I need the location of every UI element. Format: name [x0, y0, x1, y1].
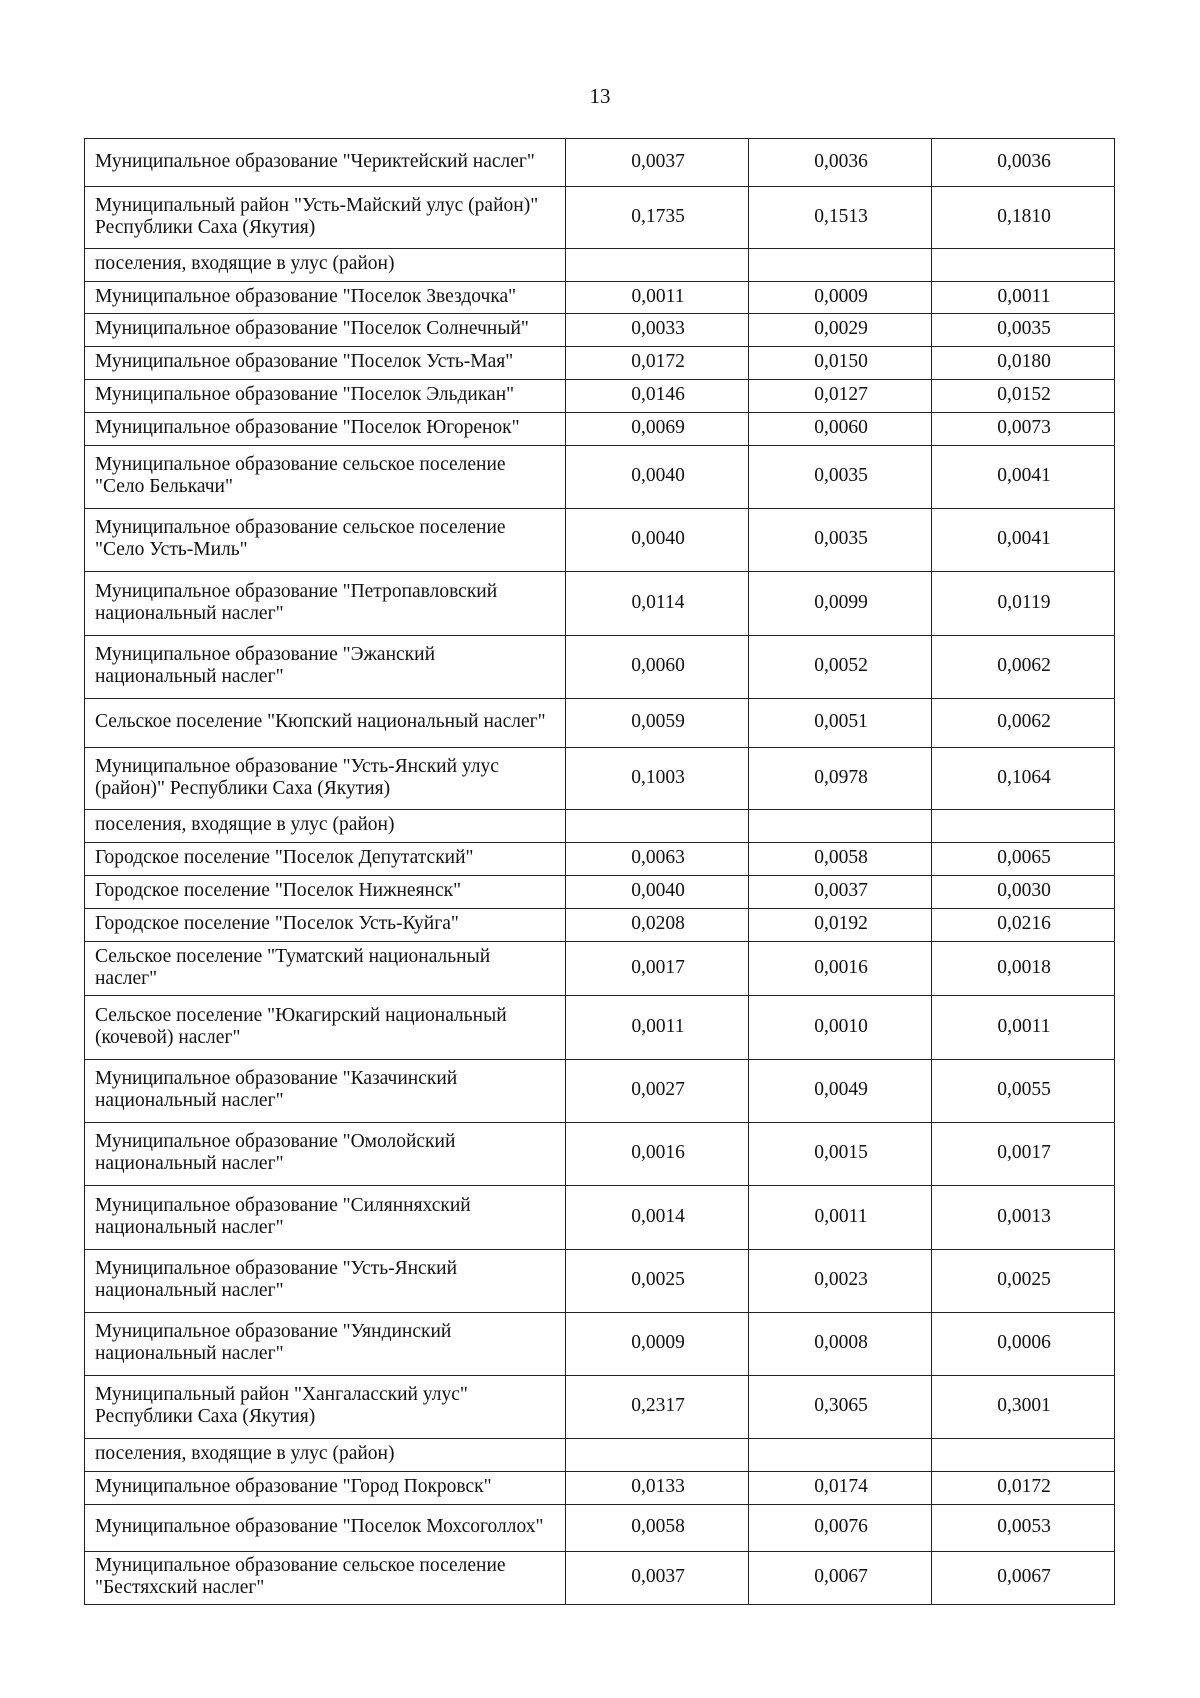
row-name-cell: Муниципальное образование "Поселок Звездочка" — [85, 282, 566, 314]
row-value-1-cell: 0,0069 — [566, 413, 749, 446]
table-row — [85, 1123, 1115, 1186]
row-name-cell: Муниципальное образование "Омолойский национальный наслег" — [85, 1123, 566, 1186]
row-value-2-cell: 0,0127 — [749, 380, 932, 413]
table-row — [85, 413, 1115, 446]
row-value-3-cell: 0,0041 — [932, 509, 1115, 572]
row-value-3-cell: 0,3001 — [932, 1376, 1115, 1439]
row-name-cell: Муниципальное образование "Петропавловский национальный наслег" — [85, 572, 566, 636]
row-value-2-cell: 0,0036 — [749, 139, 932, 187]
row-name-cell: Муниципальное образование "Казачинский национальный наслег" — [85, 1060, 566, 1123]
table-row — [85, 1505, 1115, 1552]
table-row — [85, 282, 1115, 314]
row-value-2-cell: 0,0058 — [749, 843, 932, 876]
table-row — [85, 314, 1115, 347]
row-value-2-cell: 0,0011 — [749, 1186, 932, 1250]
row-value-3-cell — [932, 1439, 1115, 1472]
row-value-2-cell: 0,0035 — [749, 446, 932, 509]
row-name-cell: Муниципальное образование "Эжанский национальный наслег" — [85, 636, 566, 699]
row-value-2-cell — [749, 810, 932, 843]
row-name-cell: Муниципальное образование "Поселок Солнечный" — [85, 314, 566, 347]
table-row — [85, 996, 1115, 1060]
row-value-3-cell: 0,0035 — [932, 314, 1115, 347]
row-name-cell: Муниципальное образование "Поселок Югоренок" — [85, 413, 566, 446]
row-name-cell: Муниципальное образование "Поселок Усть-Мая" — [85, 347, 566, 380]
row-value-1-cell: 0,0027 — [566, 1060, 749, 1123]
row-value-3-cell: 0,0180 — [932, 347, 1115, 380]
table-row — [85, 347, 1115, 380]
row-name-cell: Городское поселение "Поселок Депутатский" — [85, 843, 566, 876]
row-value-1-cell: 0,2317 — [566, 1376, 749, 1439]
row-value-1-cell: 0,0040 — [566, 446, 749, 509]
row-value-1-cell — [566, 1439, 749, 1472]
table-row — [85, 1250, 1115, 1313]
row-value-3-cell: 0,0017 — [932, 1123, 1115, 1186]
table-row — [85, 446, 1115, 509]
row-name-cell: Муниципальное образование "Поселок Мохсоголлох" — [85, 1505, 566, 1552]
table-row — [85, 1060, 1115, 1123]
row-value-3-cell: 0,1064 — [932, 748, 1115, 810]
table-row — [85, 876, 1115, 909]
row-value-2-cell: 0,0150 — [749, 347, 932, 380]
table-row — [85, 572, 1115, 636]
row-name-cell: поселения, входящие в улус (район) — [85, 810, 566, 843]
row-name-cell: Сельское поселение "Кюпский национальный наслег" — [85, 699, 566, 748]
row-value-1-cell: 0,0114 — [566, 572, 749, 636]
row-value-2-cell: 0,0049 — [749, 1060, 932, 1123]
row-value-2-cell: 0,0067 — [749, 1552, 932, 1605]
row-value-1-cell: 0,0059 — [566, 699, 749, 748]
row-value-1-cell: 0,0172 — [566, 347, 749, 380]
row-value-2-cell: 0,0174 — [749, 1472, 932, 1505]
row-value-3-cell: 0,0011 — [932, 282, 1115, 314]
row-value-1-cell: 0,0040 — [566, 509, 749, 572]
row-value-1-cell: 0,0009 — [566, 1313, 749, 1376]
row-value-2-cell: 0,0015 — [749, 1123, 932, 1186]
table-row — [85, 1376, 1115, 1439]
row-name-cell: Городское поселение "Поселок Нижнеянск" — [85, 876, 566, 909]
table-row — [85, 1552, 1115, 1605]
row-name-cell: Муниципальное образование "Поселок Эльдикан" — [85, 380, 566, 413]
table-row — [85, 380, 1115, 413]
row-name-cell: Муниципальное образование "Уяндинский национальный наслег" — [85, 1313, 566, 1376]
row-value-2-cell: 0,0051 — [749, 699, 932, 748]
table-row — [85, 810, 1115, 843]
row-name-cell: Муниципальное образование "Город Покровск" — [85, 1472, 566, 1505]
row-value-2-cell: 0,0052 — [749, 636, 932, 699]
table-row — [85, 1186, 1115, 1250]
row-value-2-cell: 0,0037 — [749, 876, 932, 909]
row-value-1-cell: 0,0011 — [566, 282, 749, 314]
row-name-cell: Сельское поселение "Туматский национальный наслег" — [85, 942, 566, 996]
table-row — [85, 748, 1115, 810]
table-row — [85, 942, 1115, 996]
row-value-3-cell: 0,0062 — [932, 636, 1115, 699]
row-name-cell: Муниципальное образование сельское поселение "Село Усть-Миль" — [85, 509, 566, 572]
row-value-2-cell — [749, 1439, 932, 1472]
table-row — [85, 187, 1115, 249]
table-row — [85, 1439, 1115, 1472]
row-value-3-cell: 0,0025 — [932, 1250, 1115, 1313]
row-name-cell: Муниципальное образование "Силянняхский национальный наслег" — [85, 1186, 566, 1250]
row-value-3-cell: 0,0041 — [932, 446, 1115, 509]
row-value-2-cell — [749, 249, 932, 282]
row-value-1-cell: 0,0040 — [566, 876, 749, 909]
row-value-1-cell: 0,1003 — [566, 748, 749, 810]
row-value-1-cell — [566, 249, 749, 282]
row-value-3-cell: 0,0030 — [932, 876, 1115, 909]
row-value-3-cell: 0,0053 — [932, 1505, 1115, 1552]
row-value-3-cell: 0,0006 — [932, 1313, 1115, 1376]
row-value-3-cell: 0,0065 — [932, 843, 1115, 876]
row-value-2-cell: 0,0978 — [749, 748, 932, 810]
row-value-3-cell: 0,0013 — [932, 1186, 1115, 1250]
row-value-3-cell: 0,0152 — [932, 380, 1115, 413]
row-value-1-cell: 0,0058 — [566, 1505, 749, 1552]
table-row — [85, 636, 1115, 699]
row-name-cell: поселения, входящие в улус (район) — [85, 249, 566, 282]
table-row — [85, 1313, 1115, 1376]
row-value-2-cell: 0,0029 — [749, 314, 932, 347]
row-value-2-cell: 0,0010 — [749, 996, 932, 1060]
row-value-3-cell: 0,0018 — [932, 942, 1115, 996]
row-value-1-cell: 0,0133 — [566, 1472, 749, 1505]
row-value-1-cell — [566, 810, 749, 843]
coefficients-table — [84, 138, 1115, 1605]
table-row — [85, 139, 1115, 187]
row-name-cell: Муниципальное образование "Усть-Янский национальный наслег" — [85, 1250, 566, 1313]
row-value-2-cell: 0,0009 — [749, 282, 932, 314]
row-value-3-cell — [932, 249, 1115, 282]
row-value-1-cell: 0,0017 — [566, 942, 749, 996]
row-value-2-cell: 0,0076 — [749, 1505, 932, 1552]
row-value-2-cell: 0,0192 — [749, 909, 932, 942]
row-value-2-cell: 0,0099 — [749, 572, 932, 636]
row-name-cell: Муниципальный район "Усть-Майский улус (район)" Республики Саха (Якутия) — [85, 187, 566, 249]
row-name-cell: поселения, входящие в улус (район) — [85, 1439, 566, 1472]
row-value-3-cell: 0,0011 — [932, 996, 1115, 1060]
row-value-1-cell: 0,0033 — [566, 314, 749, 347]
row-value-1-cell: 0,0208 — [566, 909, 749, 942]
row-value-2-cell: 0,0008 — [749, 1313, 932, 1376]
row-value-1-cell: 0,0063 — [566, 843, 749, 876]
table-row — [85, 843, 1115, 876]
table-row — [85, 1472, 1115, 1505]
row-value-3-cell: 0,0073 — [932, 413, 1115, 446]
row-value-2-cell: 0,0016 — [749, 942, 932, 996]
table-body — [85, 139, 1115, 1605]
row-name-cell: Муниципальное образование сельское поселение "Село Белькачи" — [85, 446, 566, 509]
row-value-2-cell: 0,0035 — [749, 509, 932, 572]
table-row — [85, 699, 1115, 748]
row-name-cell: Муниципальное образование "Чериктейский наслег" — [85, 139, 566, 187]
row-value-3-cell — [932, 810, 1115, 843]
row-value-3-cell: 0,0216 — [932, 909, 1115, 942]
row-value-2-cell: 0,0023 — [749, 1250, 932, 1313]
page-number: 13 — [589, 84, 611, 108]
row-value-1-cell: 0,0037 — [566, 1552, 749, 1605]
row-name-cell: Муниципальное образование сельское поселение "Бестяхский наслег" — [85, 1552, 566, 1605]
row-value-1-cell: 0,0060 — [566, 636, 749, 699]
row-value-1-cell: 0,0025 — [566, 1250, 749, 1313]
row-value-3-cell: 0,0067 — [932, 1552, 1115, 1605]
row-value-3-cell: 0,0172 — [932, 1472, 1115, 1505]
row-value-2-cell: 0,1513 — [749, 187, 932, 249]
row-name-cell: Муниципальное образование "Усть-Янский улус (район)" Республики Саха (Якутия) — [85, 748, 566, 810]
row-value-1-cell: 0,0011 — [566, 996, 749, 1060]
row-value-2-cell: 0,3065 — [749, 1376, 932, 1439]
row-value-3-cell: 0,0119 — [932, 572, 1115, 636]
table-row — [85, 249, 1115, 282]
row-value-3-cell: 0,0062 — [932, 699, 1115, 748]
row-name-cell: Городское поселение "Поселок Усть-Куйга" — [85, 909, 566, 942]
row-name-cell: Муниципальный район "Хангаласский улус" Республики Саха (Якутия) — [85, 1376, 566, 1439]
table-row — [85, 509, 1115, 572]
table-row — [85, 909, 1115, 942]
row-name-cell: Сельское поселение "Юкагирский национальный (кочевой) наслег" — [85, 996, 566, 1060]
row-value-3-cell: 0,0055 — [932, 1060, 1115, 1123]
row-value-1-cell: 0,0014 — [566, 1186, 749, 1250]
row-value-3-cell: 0,1810 — [932, 187, 1115, 249]
row-value-1-cell: 0,0146 — [566, 380, 749, 413]
row-value-2-cell: 0,0060 — [749, 413, 932, 446]
row-value-3-cell: 0,0036 — [932, 139, 1115, 187]
row-value-1-cell: 0,0016 — [566, 1123, 749, 1186]
row-value-1-cell: 0,0037 — [566, 139, 749, 187]
row-value-1-cell: 0,1735 — [566, 187, 749, 249]
